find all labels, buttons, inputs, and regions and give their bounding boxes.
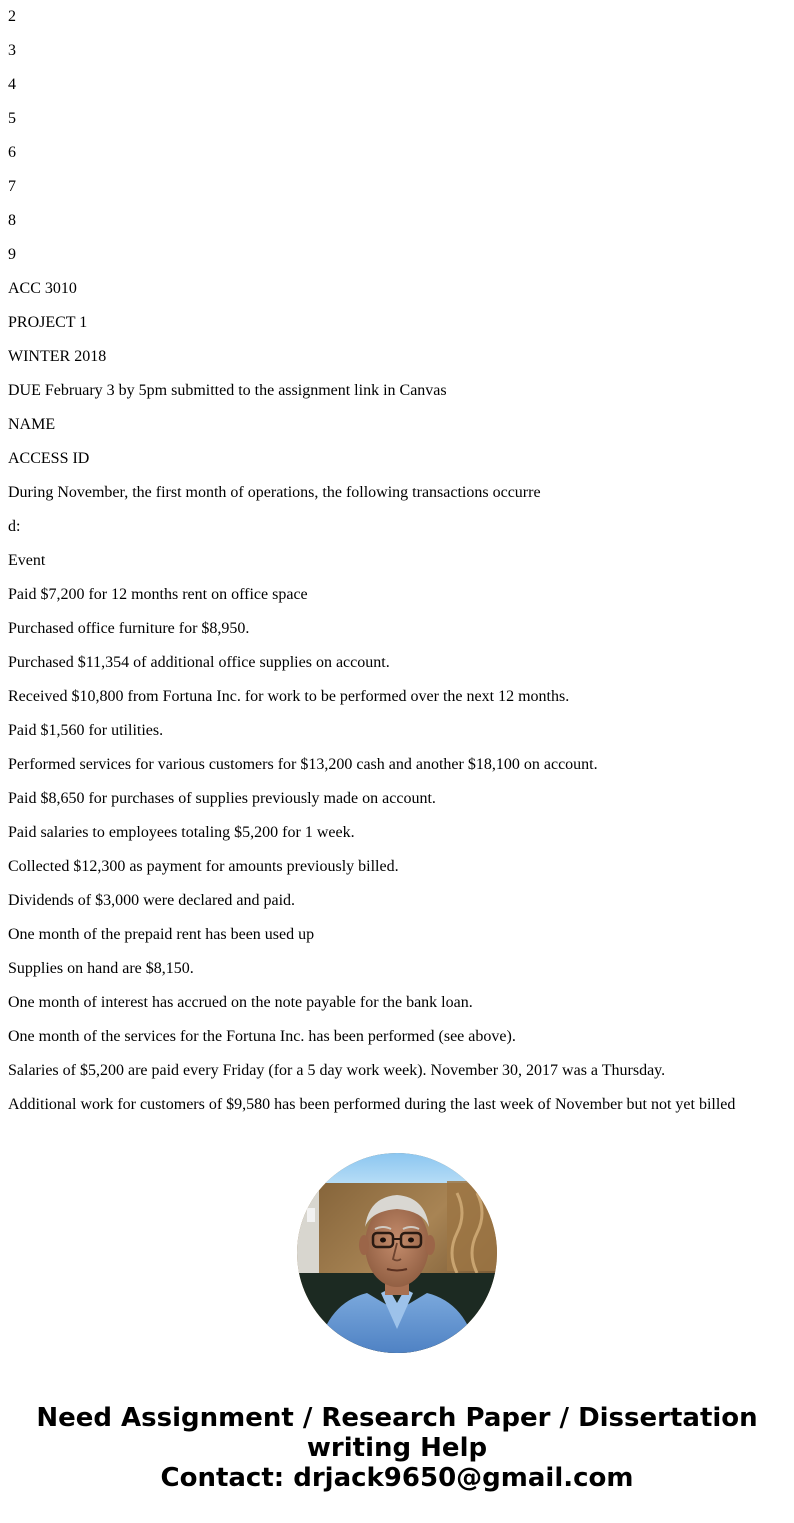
document-body xyxy=(8,0,786,1122)
course-code: ACC 3010 xyxy=(8,280,77,297)
page-number-line: 9 xyxy=(8,246,16,263)
transaction-item: Received $10,800 from Fortuna Inc. for work to be performed over the next 12 months. xyxy=(8,688,570,705)
project-title: PROJECT 1 xyxy=(8,314,88,331)
page-number-line: 2 xyxy=(8,8,16,25)
adjustment-item: Supplies on hand are $8,150. xyxy=(8,960,194,977)
page-number-line: 7 xyxy=(8,178,16,195)
adjustment-item: One month of the prepaid rent has been used up xyxy=(8,926,315,943)
name-label: NAME xyxy=(8,416,56,433)
transaction-item: Paid $1,560 for utilities. xyxy=(8,722,164,739)
promo-headline: Need Assignment / Research Paper / Dissertation xyxy=(36,1403,758,1433)
page-number-line: 5 xyxy=(8,110,16,127)
portrait-image xyxy=(297,1153,497,1353)
intro-text: During November, the first month of operations, the following transactions occurre xyxy=(8,484,541,501)
promo-subheadline: writing Help xyxy=(306,1433,488,1463)
promo-contact-email: Contact: drjack9650@gmail.com xyxy=(160,1463,634,1493)
adjustment-item: Salaries of $5,200 are paid every Friday (for a 5 day work week). November 30, 2017 was a Thursday. xyxy=(8,1062,666,1079)
transaction-item: Collected $12,300 as payment for amounts previously billed. xyxy=(8,858,399,875)
page-number-line: 4 xyxy=(8,76,16,93)
page-number-line: 6 xyxy=(8,144,16,161)
transaction-item: Purchased office furniture for $8,950. xyxy=(8,620,250,637)
transaction-item: Dividends of $3,000 were declared and paid. xyxy=(8,892,296,909)
adjustment-item: Additional work for customers of $9,580 has been performed during the last week of November but not yet billed xyxy=(8,1096,736,1113)
event-heading: Event xyxy=(8,552,46,569)
transaction-item: Purchased $11,354 of additional office supplies on account. xyxy=(8,654,390,671)
adjustment-item: One month of interest has accrued on the note payable for the bank loan. xyxy=(8,994,473,1011)
transaction-item: Paid $8,650 for purchases of supplies previously made on account. xyxy=(8,790,436,807)
due-date-line: DUE February 3 by 5pm submitted to the assignment link in Canvas xyxy=(8,382,447,399)
access-id-label: ACCESS ID xyxy=(8,450,90,467)
adjustment-item: One month of the services for the Fortuna Inc. has been performed (see above). xyxy=(8,1028,516,1045)
page-number-line: 8 xyxy=(8,212,16,229)
transaction-item: Paid $7,200 for 12 months rent on office space xyxy=(8,586,308,603)
transaction-item: Paid salaries to employees totaling $5,200 for 1 week. xyxy=(8,824,355,841)
term-label: WINTER 2018 xyxy=(8,348,107,365)
transaction-item: Performed services for various customers for $13,200 cash and another $18,100 on account. xyxy=(8,756,598,773)
intro-text-continued: d: xyxy=(8,518,21,535)
page-number-line: 3 xyxy=(8,42,16,59)
promo-banner xyxy=(0,1403,794,1493)
avatar xyxy=(297,1153,497,1353)
